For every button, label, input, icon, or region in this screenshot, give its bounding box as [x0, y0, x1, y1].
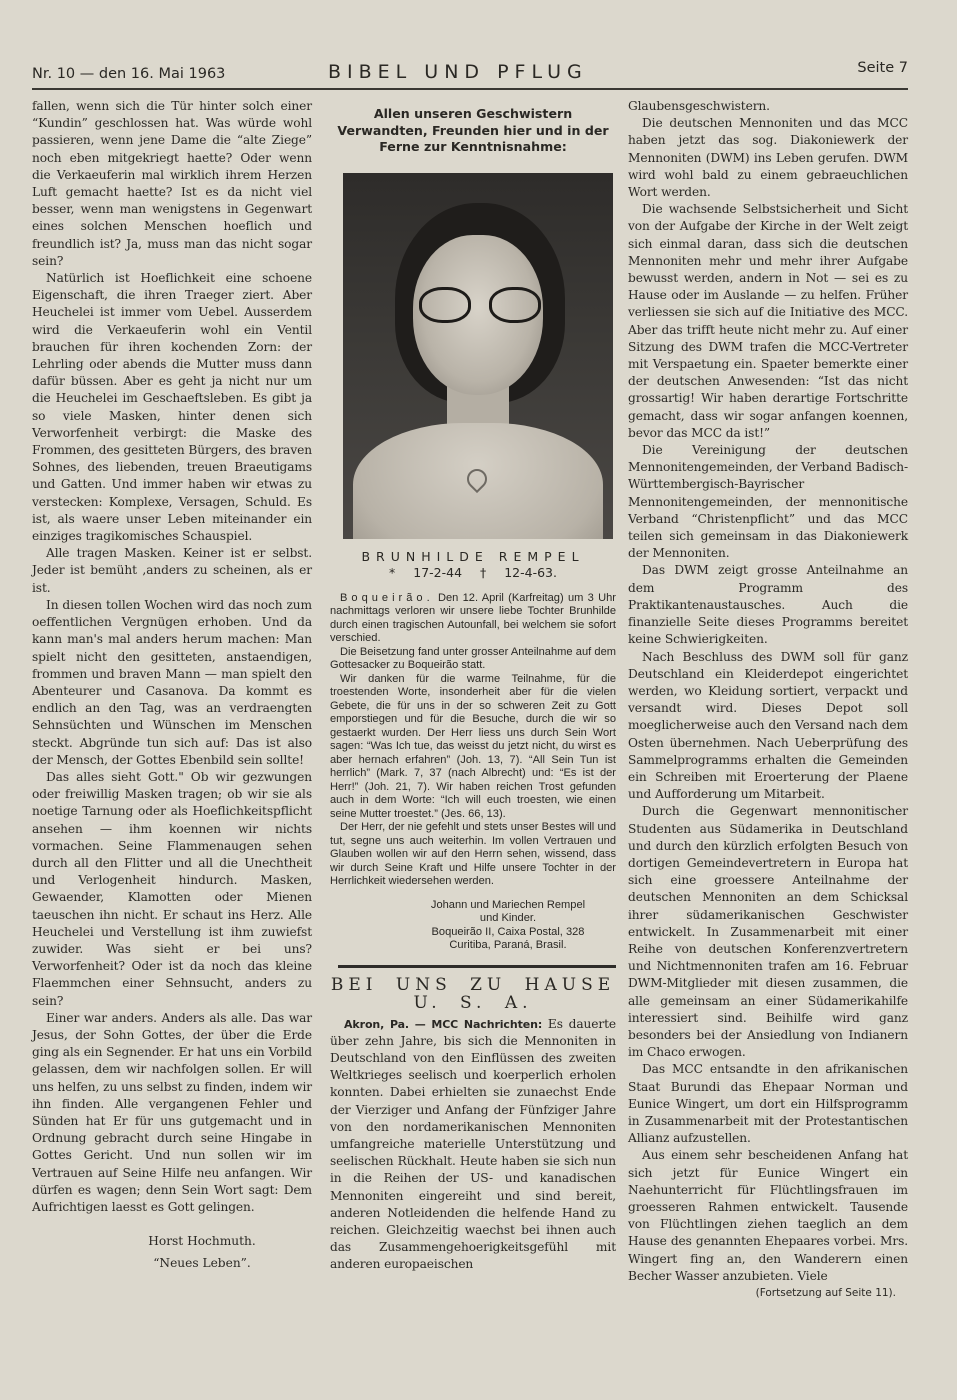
article-paragraph: Das alles sieht Gott." Ob wir gezwungen oder freiwillig Masken tragen; ob wir sie als noetige Tarnung oder als Hoeflichkeitspflicht ansehen — ihm koennen wir nichts vormachen. Seine Flammenaugen sehen durch all den Flitter und all die Unechtheit und Verlogenheit hindurch. Masken, Gewaender, Klamotten oder Mienen taeuschen ihn nicht. Er schaut ins Herz. Alle Heuchelei und Verstellung ist ihm zuwiefst zuwider. Was sieht er bei uns? Verworfenheit? Oder ist da noch das kleine Flaemmchen einer Sehnsucht, anders zu sein?	[32, 769, 312, 1008]
article-paragraph: Natürlich ist Hoeflichkeit eine schoene Eigenschaft, die ihren Traeger ziert. Aber Heuchelei ist immer vom Uebel. Ausserdem wird die Verkaeuferin wohl ein Ventil brauchen für ihren kochenden Zorn: der Lehrling oder abends die Mutter muss dann dafür büssen. Aber es geht ja nicht nur um die Heuchelei im Geschaeftsleben. Es gibt ja so viele Masken, hinter denen sich Verworfenheit verbirgt: die Maske des Frommen, des gesitteten Bürgers, des braven Sohnes, des liebenden, treuen Braeutigams und Gatten. Und immer haben wir etwas zu verstecken: Komplexe, Versagen, Schuld. Es ist, als waere unser Leben miteinander ein einziges tragikomisches Schauspiel.	[32, 271, 312, 544]
author-signature	[32, 1230, 312, 1274]
middle-column	[330, 98, 616, 1274]
notice-address: Johann und Mariechen Rempel und Kinder. Boqueirão II, Caixa Postal, 328 Curitiba, Paraná, Brasil.	[430, 898, 586, 951]
section-heading: BEI UNS ZU HAUSE U. S. A.	[330, 974, 616, 1013]
right-column	[628, 98, 908, 1299]
left-column	[32, 98, 312, 1274]
author-name: Horst Hochmuth.	[148, 1234, 256, 1249]
notice-heading: Allen unseren Geschwistern Verwandten, Freunden hier und in der Ferne zur Kenntnisnahme:	[337, 106, 609, 154]
article-paragraph: Aus einem sehr bescheidenen Anfang hat sich jetzt für Eunice Wingert ein Naehunterricht für Flüchtlingsfrauen im groesseren Rahmen entwickelt. Tausende von Flüchtlingen ziehen taeglich an dem Hause des genannten Ehepaares vorbei. Mrs. Wingert fing an, den Wanderern einen Becher Wasser anzubieten. Viele	[628, 1148, 908, 1283]
article-paragraph: Die wachsende Selbstsicherheit und Sicht von der Aufgabe der Kirche in der Welt zeigt sich einmal daran, dass sich die deutschen Mennoniten mehr und mehr ihrer Aufgabe bewusst werden, andern in Not — sei es zu Hause oder im Auslande — zu helfen. Früher verliessen sie sich auf die Initiative des MCC. Aber das trifft heute nicht mehr zu. Auf einer Sitzung des DWM trafen die MCC-Vertreter mit Verspaetung ein. Spaeter bemerkte einer der deutschen Anwesenden: “Ist das nicht grossartig! Wir haben derartige Fortschritte gemacht, dass wir sogar anfangen koennen, bevor das MCC da ist!”	[628, 202, 908, 440]
article-paragraph: In diesen tollen Wochen wird das noch zum oeffentlichen Vergnügen erhoben. Und da kann man's mal anders herum machen: Man spielt nicht den gesitteten, anstaendigen, frommen und braven Mann — man spielt den Abenteurer und Casanova. Da kommt es endlich an den Tag, was an verdraengten Sehnsüchten und Wünschen im Menschen steckt. Abgründe tun sich auf: Das ist also der Mensch, der Gottes Ebenbild sein sollte!	[32, 597, 312, 767]
notice-paragraph: Die Beisetzung fand unter grosser Anteilnahme auf dem Gottesacker zu Boqueirão statt.	[330, 645, 616, 671]
page-number: Seite 7	[857, 60, 908, 76]
portrait-photo	[343, 173, 613, 539]
photo-caption-name: BRUNHILDE REMPEL	[361, 548, 585, 564]
newspaper-title: BIBEL UND PFLUG	[328, 61, 588, 83]
article-paragraph: Einer war anders. Anders als alle. Das war Jesus, der Sohn Gottes, der über die Erde ging als ein Segnender. Er hat uns ein Vorbild gelassen, dem wir nachfolgen sollen. Er will uns helfen, zu uns selbst zu finden, indem wir ihn finden. Alle vergangenen Fehler und Sünden hat Er für uns gutgemacht und in Ordnung gebracht durch seine Hingabe in Gottes Gericht. Und nun sollen wir im Vertrauen auf Seine Hilfe neu anfangen. Wir dürfen es wagen; denn Sein Wort sagt: Dem Aufrichtigen laesst es Gott gelingen.	[32, 1010, 312, 1214]
article-paragraph: Die Vereinigung der deutschen Mennonitengemeinden, der Verband Badisch-Württembergisch-Bayrischer Mennonitengemeinden, der mennonitische Verband “Christenpflicht” und das MCC teilen sich gemeinsam in das Diakoniewerk der Mennoniten.	[628, 443, 908, 561]
article-paragraph: Das DWM zeigt grosse Anteilnahme an dem Programm des Praktikantenaustausches. Auch die finanzielle Seite dieses Programms bereitet keine Schwierigkeiten.	[628, 563, 908, 647]
notice-paragraph: Der Herr, der nie gefehlt und stets unser Bestes will und tut, segne uns auch weiterhin. Im vollen Vertrauen und Glauben wollen wir auf den Herrn sehen, wissend, dass wir durch Seine Kraft und Hilfe unsere Tochter in der Herrlichkeit wiedersehen werden.	[330, 821, 616, 887]
notice-place: Boqueirão.	[340, 591, 434, 604]
article-paragraph: Glaubensgeschwistern.	[628, 99, 770, 113]
article-paragraph: Das MCC entsandte in den afrikanischen Staat Burundi das Ehepaar Norman und Eunice Wingert, um dort ein Hilfsprogramm in Zusammenarbeit mit der Protestantischen Allianz aufzustellen.	[628, 1062, 908, 1146]
masthead	[32, 58, 908, 90]
section-divider	[338, 965, 616, 968]
article-paragraph: Nach Beschluss des DWM soll für ganz Deutschland ein Kleiderdepot eingerichtet werden, wo Kleidung sortiert, verpackt und versandt wird. Dieses Depot soll moeglicherweise auch den Versand nach dem Osten übernehmen. Nach Ueberprüfung des Sammelprogramms erhalten die Gemeinden ein Schreiben mit Eroerterung der Plaene und Aufforderung um Mitarbeit.	[628, 649, 908, 802]
article-paragraph: fallen, wenn sich die Tür hinter solch einer “Kundin” geschlossen hat. Was würde wohl passieren, wenn jene Dame die “alte Ziege” noch eben mitgekriegt haette? Oder wenn die Verkaeuferin mal wirklich ihrem Herzen Luft gemacht haette? Ist es da nicht viel besser, wenn man wenigstens in Gegenwart eines solchen Menschen hoeflich und freundlich ist? Ja, muss man das nicht sogar sein?	[32, 99, 312, 268]
article-paragraph: Akron, Pa. — MCC Nachrichten: Es dauerte über zehn Jahre, bis sich die Mennoniten in Deutschland von den Einflüssen des zweiten Weltkrieges seelisch und koerperlich erholen konnten. Dabei erhielten sie zunaechst Ende der Vierziger und Anfang der Fünfziger Jahre von den nordamerikanischen Mennoniten umfangreiche materielle Unterstützung und seelischen Rückhalt. Heute haben sie sich nun in die Reihen der US- und kanadischen Mennoniten eingereiht und sind bereit, anderen Notleidenden die helfende Hand zu reichen. Gleichzeitig waechst bei ihnen auch das Zusammengehoerigkeitsgefühl mit anderen europaeischen	[330, 1016, 616, 1272]
author-source: “Neues Leben”.	[153, 1256, 251, 1271]
article-paragraph: Durch die Gegenwart mennonitischer Studenten aus Südamerika in Deutschland und durch den kürzlich erfolgten Besuch von dortigen Gemeindevertretern in Europa hat sich eine groessere Anteilnahme der deutschen Mennoniten an dem Schicksal ihrer südamerikanischen Geschwister entwickelt. In Zusammenarbeit mit einer Reihe von deutschen Konferenzvertretern und Nichtmennoniten trafen am 16. Februar DWM-Mitglieder mit diesen zusammen, die alle gemeinsam an einer Südamerikahilfe interessiert sind. Beihilfe wird ganz besonders bei der Ansiedlung von Indianern im Chaco erwogen.	[628, 804, 908, 1060]
dateline: Akron, Pa. — MCC Nachrichten:	[344, 1017, 543, 1031]
issue-date: Nr. 10 — den 16. Mai 1963	[32, 66, 226, 82]
photo-caption-dates: * 17-2-44 † 12-4-63.	[389, 564, 557, 580]
notice-paragraph: Wir danken für die warme Teilnahme, für die troestenden Worte, insonderheit aber für die vielen Gebete, die für uns in der so schweren Zeit zu Gott emporstiegen und für die Besuche, durch die wir so gestaerkt wurden. Der Herr liess uns durch Sein Wort sagen: “Was Ich tue, das weisst du jetzt nicht, du wirst es aber hernach erfahren” (Joh. 13, 7). “All Sein Tun ist herrlich” (Mark. 7, 37 (nach Albrecht) und: “Es ist der Herr!” (Joh. 21, 7). Wir haben reichen Trost gefunden auch in dem Worte: “Ich will euch troesten, wie einen seine Mutter troestet.” (Jes. 66, 13).	[330, 672, 616, 820]
article-paragraph: Alle tragen Masken. Keiner ist er selbst. Jeder ist bemüht ,anders zu scheinen, als er ist.	[32, 546, 312, 595]
article-paragraph: Die deutschen Mennoniten und das MCC haben jetzt das sog. Diakoniewerk der Mennoniten (DWM) ins Leben gerufen. DWM wird wohl bald zu einem gebraeuchlichen Wort werden.	[628, 116, 908, 200]
continuation-note: (Fortsetzung auf Seite 11).	[755, 1287, 896, 1300]
notice-paragraph: Boqueirão. Den 12. April (Karfreitag) um 3 Uhr nachmittags verloren wir unsere liebe Tochter Brunhilde durch einen tragischen Autounfall, bei welchem sie sofort verschied.	[330, 591, 616, 644]
